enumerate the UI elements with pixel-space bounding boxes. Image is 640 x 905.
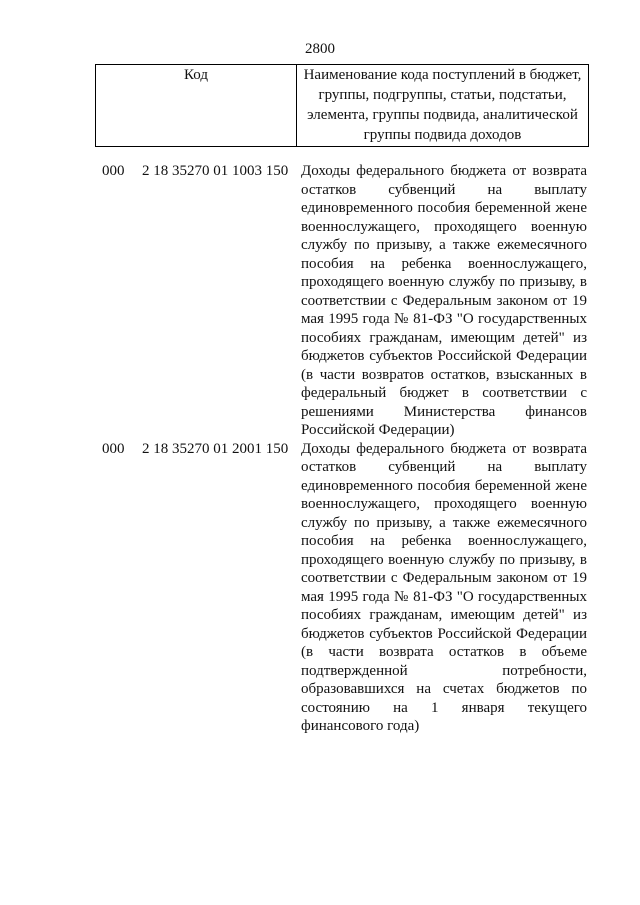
table-row: [0, 440, 640, 736]
admin-code: 000: [102, 440, 125, 457]
table-row: [0, 162, 640, 440]
table-header-row: [96, 65, 589, 147]
name-column-header: Наименование кода поступлений в бюджет, группы, подгруппы, статьи, подстатьи, элемента, группы подвида, аналитической группы подвида доходов: [297, 65, 589, 147]
code-column-header: Код: [96, 65, 297, 147]
admin-code: 000: [102, 163, 125, 179]
budget-classification-code: 2 18 35270 01 2001 150: [142, 440, 289, 457]
budget-classification-code: 2 18 35270 01 1003 150: [142, 163, 289, 179]
income-description: Доходы федерального бюджета от возврата остатков субвенций на выплату единовременного пособия беременной жене военнослужащего, проходящего военную службу по призыву, а также ежемесячного пособия на ребенка военнослужащего, проходящего военную службу по призыву, в соответствии с Федеральным законом от 19 мая 1995 года № 81-ФЗ "О государственных пособиях гражданам, имеющим детей" из бюджетов субъектов Российской Федерации (в части возвратов остатков, взысканных в федеральный бюджет в соответствии с решениями Министерства финансов Российской Федерации): [301, 163, 587, 438]
page-number: 2800: [305, 41, 335, 57]
income-code-list: [0, 162, 640, 736]
table-header: [95, 64, 589, 147]
income-description: Доходы федерального бюджета от возврата остатков субвенций на выплату единовременного пособия беременной жене военнослужащего, проходящего военную службу по призыву, а также ежемесячного пособия на ребенка военнослужащего, проходящего военную службу по призыву, в соответствии с Федеральным законом от 19 мая 1995 года № 81-ФЗ "О государственных пособиях гражданам, имеющим детей" из бюджетов субъектов Российской Федерации (в части возврата остатков в объеме подтвержденной потребности, образовавшихся на счетах бюджетов по состоянию на 1 января текущего финансового года): [301, 440, 587, 734]
